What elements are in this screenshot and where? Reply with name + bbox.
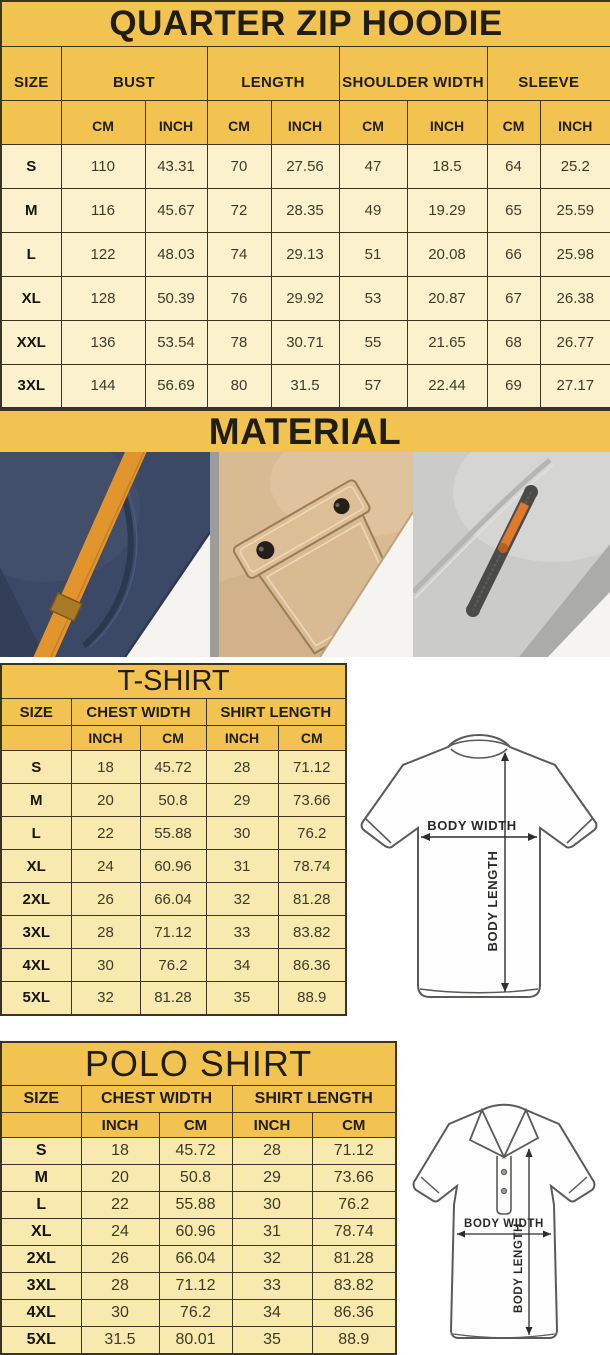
tshirt-section (0, 663, 610, 1019)
value-cell: 122 (61, 232, 145, 276)
table-row (1, 751, 346, 784)
polo-size-table (0, 1041, 397, 1355)
size-cell: 3XL (1, 1273, 81, 1300)
tshirt-diagram (347, 663, 610, 1019)
polo-title: POLO SHIRT (1, 1042, 396, 1086)
value-cell: 83.82 (312, 1273, 396, 1300)
value-cell: 116 (61, 188, 145, 232)
value-cell: 33 (206, 916, 278, 949)
value-cell: 72 (207, 188, 271, 232)
table-row (1, 1165, 396, 1192)
unit-header: CM (207, 100, 271, 144)
value-cell: 21.65 (407, 320, 487, 364)
chest-width-column-header: CHEST WIDTH (71, 699, 206, 726)
value-cell: 33 (232, 1273, 312, 1300)
tshirt-group-header-row (1, 699, 346, 726)
value-cell: 88.9 (278, 982, 346, 1015)
value-cell: 50.8 (159, 1165, 232, 1192)
value-cell: 25.59 (540, 188, 610, 232)
unit-header-spacer (1, 726, 71, 751)
unit-header: INCH (71, 726, 140, 751)
value-cell: 78.74 (312, 1219, 396, 1246)
tshirt-unit-header-row (1, 726, 346, 751)
unit-header: INCH (540, 100, 610, 144)
polo-table-body (1, 1138, 396, 1354)
value-cell: 30 (71, 949, 140, 982)
value-cell: 20 (81, 1165, 159, 1192)
table-row (1, 1327, 396, 1354)
value-cell: 18 (81, 1138, 159, 1165)
value-cell: 29 (232, 1165, 312, 1192)
table-row (1, 320, 610, 364)
value-cell: 28 (206, 751, 278, 784)
value-cell: 74 (207, 232, 271, 276)
length-column-header: LENGTH (207, 46, 339, 100)
size-cell: M (1, 188, 61, 232)
value-cell: 34 (232, 1300, 312, 1327)
value-cell: 53 (339, 276, 407, 320)
value-cell: 76.2 (312, 1192, 396, 1219)
value-cell: 18 (71, 751, 140, 784)
value-cell: 26 (81, 1246, 159, 1273)
value-cell: 55.88 (159, 1192, 232, 1219)
value-cell: 57 (339, 364, 407, 408)
table-row (1, 144, 610, 188)
hoodie-size-table (0, 0, 610, 409)
size-column-header: SIZE (1, 699, 71, 726)
size-cell: S (1, 1138, 81, 1165)
value-cell: 30.71 (271, 320, 339, 364)
tshirt-title-row (1, 664, 346, 699)
value-cell: 66 (487, 232, 540, 276)
value-cell: 27.17 (540, 364, 610, 408)
polo-title-row (1, 1042, 396, 1086)
value-cell: 20 (71, 784, 140, 817)
unit-header: CM (487, 100, 540, 144)
value-cell: 47 (339, 144, 407, 188)
value-cell: 32 (232, 1246, 312, 1273)
value-cell: 71.12 (159, 1273, 232, 1300)
khaki-fabric-photo (210, 452, 413, 657)
value-cell: 55 (339, 320, 407, 364)
unit-header: INCH (145, 100, 207, 144)
value-cell: 70 (207, 144, 271, 188)
table-row (1, 188, 610, 232)
value-cell: 25.2 (540, 144, 610, 188)
value-cell: 24 (81, 1219, 159, 1246)
shirt-length-column-header: SHIRT LENGTH (232, 1086, 396, 1113)
value-cell: 22 (81, 1192, 159, 1219)
table-row (1, 916, 346, 949)
photo-gray-fleece-zipper (413, 452, 610, 657)
size-cell: 4XL (1, 1300, 81, 1327)
value-cell: 136 (61, 320, 145, 364)
hoodie-title: QUARTER ZIP HOODIE (1, 1, 610, 46)
table-row (1, 1273, 396, 1300)
unit-header: CM (339, 100, 407, 144)
size-cell: M (1, 1165, 81, 1192)
value-cell: 29.13 (271, 232, 339, 276)
photo-left-edge (210, 452, 219, 657)
value-cell: 22.44 (407, 364, 487, 408)
value-cell: 65 (487, 188, 540, 232)
navy-fabric-photo (0, 452, 210, 657)
value-cell: 86.36 (312, 1300, 396, 1327)
table-row (1, 883, 346, 916)
table-row (1, 1300, 396, 1327)
value-cell: 35 (206, 982, 278, 1015)
table-row (1, 1219, 396, 1246)
value-cell: 88.9 (312, 1327, 396, 1354)
value-cell: 86.36 (278, 949, 346, 982)
value-cell: 66.04 (140, 883, 206, 916)
polo-button (501, 1169, 506, 1174)
tshirt-outline (362, 735, 597, 997)
hoodie-title-row (1, 1, 610, 46)
value-cell: 80.01 (159, 1327, 232, 1354)
value-cell: 66.04 (159, 1246, 232, 1273)
polo-outline-drawing (399, 1093, 609, 1353)
sleeve-column-header: SLEEVE (487, 46, 610, 100)
size-cell: L (1, 817, 71, 850)
value-cell: 32 (71, 982, 140, 1015)
value-cell: 45.72 (159, 1138, 232, 1165)
value-cell: 53.54 (145, 320, 207, 364)
table-row (1, 364, 610, 408)
value-cell: 50.39 (145, 276, 207, 320)
value-cell: 30 (232, 1192, 312, 1219)
unit-header-spacer (1, 100, 61, 144)
value-cell: 128 (61, 276, 145, 320)
size-cell: S (1, 751, 71, 784)
value-cell: 60.96 (140, 850, 206, 883)
value-cell: 43.31 (145, 144, 207, 188)
unit-header: CM (312, 1113, 396, 1138)
value-cell: 26.77 (540, 320, 610, 364)
value-cell: 31.5 (81, 1327, 159, 1354)
table-row (1, 1192, 396, 1219)
value-cell: 76.2 (140, 949, 206, 982)
value-cell: 78.74 (278, 850, 346, 883)
photo-navy-fleece-orange-drawstring (0, 452, 210, 657)
size-cell: L (1, 232, 61, 276)
value-cell: 28 (81, 1273, 159, 1300)
tshirt-title: T-SHIRT (1, 664, 346, 699)
value-cell: 31 (232, 1219, 312, 1246)
value-cell: 78 (207, 320, 271, 364)
value-cell: 80 (207, 364, 271, 408)
value-cell: 71.12 (312, 1138, 396, 1165)
unit-header: CM (61, 100, 145, 144)
value-cell: 69 (487, 364, 540, 408)
size-cell: 5XL (1, 1327, 81, 1354)
photo-khaki-snap-pocket (210, 452, 413, 657)
value-cell: 24 (71, 850, 140, 883)
value-cell: 64 (487, 144, 540, 188)
table-row (1, 949, 346, 982)
polo-unit-header-row (1, 1113, 396, 1138)
value-cell: 81.28 (312, 1246, 396, 1273)
table-row (1, 1246, 396, 1273)
size-cell: M (1, 784, 71, 817)
value-cell: 110 (61, 144, 145, 188)
hoodie-table-body (1, 144, 610, 408)
table-row (1, 817, 346, 850)
size-cell: XL (1, 1219, 81, 1246)
value-cell: 28 (232, 1138, 312, 1165)
hoodie-unit-header-row (1, 100, 610, 144)
value-cell: 51 (339, 232, 407, 276)
value-cell: 19.29 (407, 188, 487, 232)
size-cell: 3XL (1, 364, 61, 408)
value-cell: 18.5 (407, 144, 487, 188)
table-row (1, 276, 610, 320)
size-cell: S (1, 144, 61, 188)
size-column-header: SIZE (1, 46, 61, 100)
tshirt-size-table (0, 663, 347, 1016)
table-row (1, 784, 346, 817)
value-cell: 76.2 (159, 1300, 232, 1327)
value-cell: 50.8 (140, 784, 206, 817)
size-cell: 3XL (1, 916, 71, 949)
value-cell: 144 (61, 364, 145, 408)
value-cell: 35 (232, 1327, 312, 1354)
value-cell: 32 (206, 883, 278, 916)
value-cell: 76.2 (278, 817, 346, 850)
value-cell: 67 (487, 276, 540, 320)
value-cell: 30 (81, 1300, 159, 1327)
unit-header-spacer (1, 1113, 81, 1138)
tshirt-table-body (1, 751, 346, 1015)
body-width-label: BODY WIDTH (463, 1218, 544, 1230)
value-cell: 55.88 (140, 817, 206, 850)
polo-button (501, 1188, 506, 1193)
value-cell: 73.66 (312, 1165, 396, 1192)
size-cell: XXL (1, 320, 61, 364)
table-row (1, 1138, 396, 1165)
size-cell: 4XL (1, 949, 71, 982)
shirt-length-column-header: SHIRT LENGTH (206, 699, 346, 726)
material-photos (0, 452, 610, 657)
value-cell: 34 (206, 949, 278, 982)
unit-header: INCH (232, 1113, 312, 1138)
body-width-label: BODY WIDTH (427, 818, 517, 833)
value-cell: 49 (339, 188, 407, 232)
value-cell: 56.69 (145, 364, 207, 408)
unit-header: INCH (206, 726, 278, 751)
value-cell: 25.98 (540, 232, 610, 276)
polo-section (0, 1041, 610, 1355)
size-column-header: SIZE (1, 1086, 81, 1113)
body-length-label: BODY LENGTH (512, 1222, 525, 1314)
value-cell: 45.72 (140, 751, 206, 784)
unit-header: CM (159, 1113, 232, 1138)
value-cell: 28.35 (271, 188, 339, 232)
unit-header: CM (140, 726, 206, 751)
unit-header: CM (278, 726, 346, 751)
size-cell: L (1, 1192, 81, 1219)
value-cell: 71.12 (278, 751, 346, 784)
zipper-pull-tip (498, 543, 508, 553)
value-cell: 48.03 (145, 232, 207, 276)
size-cell: 5XL (1, 982, 71, 1015)
value-cell: 20.87 (407, 276, 487, 320)
value-cell: 29.92 (271, 276, 339, 320)
chest-width-column-header: CHEST WIDTH (81, 1086, 232, 1113)
value-cell: 26.38 (540, 276, 610, 320)
value-cell: 81.28 (278, 883, 346, 916)
size-cell: 2XL (1, 1246, 81, 1273)
polo-diagram (397, 1041, 610, 1353)
table-row (1, 850, 346, 883)
value-cell: 22 (71, 817, 140, 850)
size-cell: XL (1, 850, 71, 883)
polo-group-header-row (1, 1086, 396, 1113)
value-cell: 26 (71, 883, 140, 916)
size-cell: XL (1, 276, 61, 320)
value-cell: 30 (206, 817, 278, 850)
value-cell: 27.56 (271, 144, 339, 188)
unit-header: INCH (81, 1113, 159, 1138)
value-cell: 20.08 (407, 232, 487, 276)
tshirt-outline-drawing (347, 719, 610, 1019)
material-heading: MATERIAL (0, 409, 610, 452)
value-cell: 76 (207, 276, 271, 320)
body-length-label: BODY LENGTH (485, 850, 501, 952)
value-cell: 28 (71, 916, 140, 949)
value-cell: 29 (206, 784, 278, 817)
value-cell: 68 (487, 320, 540, 364)
shoulder-width-column-header: SHOULDER WIDTH (339, 46, 487, 100)
value-cell: 73.66 (278, 784, 346, 817)
value-cell: 83.82 (278, 916, 346, 949)
value-cell: 60.96 (159, 1219, 232, 1246)
value-cell: 31.5 (271, 364, 339, 408)
gray-fabric-photo (413, 452, 610, 657)
table-row (1, 232, 610, 276)
bust-column-header: BUST (61, 46, 207, 100)
value-cell: 45.67 (145, 188, 207, 232)
table-row (1, 982, 346, 1015)
size-cell: 2XL (1, 883, 71, 916)
unit-header: INCH (271, 100, 339, 144)
unit-header: INCH (407, 100, 487, 144)
value-cell: 81.28 (140, 982, 206, 1015)
hoodie-group-header-row (1, 46, 610, 100)
value-cell: 71.12 (140, 916, 206, 949)
value-cell: 31 (206, 850, 278, 883)
